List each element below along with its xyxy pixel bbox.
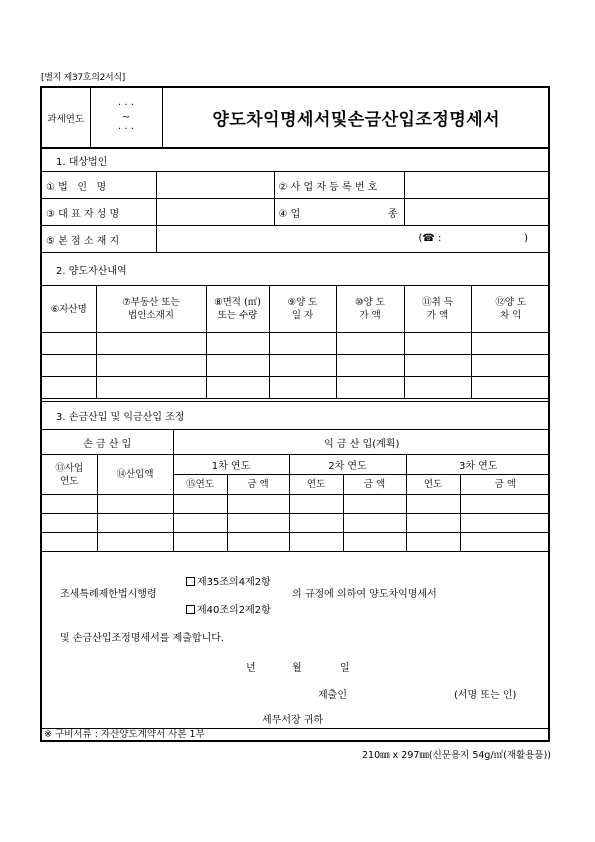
table-row bbox=[42, 377, 550, 399]
tax-year-end: · · · bbox=[118, 123, 134, 135]
law-name: 조세특례제한법시행령 bbox=[60, 589, 157, 600]
section3-table bbox=[42, 401, 550, 552]
cell[interactable] bbox=[269, 355, 336, 377]
col-acquisition-value: ⑪취 득 가 액 bbox=[404, 286, 471, 333]
cell[interactable] bbox=[289, 514, 343, 533]
option-35-4[interactable] bbox=[186, 573, 271, 588]
checkbox-icon[interactable] bbox=[186, 577, 195, 586]
cell[interactable] bbox=[406, 514, 460, 533]
declaration-text1: 의 규정에 의하여 양도차익명세서 bbox=[292, 589, 437, 600]
cell[interactable] bbox=[404, 333, 471, 355]
cell[interactable] bbox=[173, 533, 227, 552]
col-transfer-value: ⑩양 도 가 액 bbox=[336, 286, 404, 333]
date-day: 일 bbox=[340, 663, 350, 674]
signature-label: (서명 또는 인) bbox=[454, 690, 517, 701]
checkbox-icon[interactable] bbox=[186, 605, 195, 614]
addressee: 세무서장 귀하 bbox=[262, 715, 324, 726]
paper-spec-footer: 210㎜ x 297㎜(신문용지 54g/㎡(재활용품)) bbox=[361, 750, 551, 761]
section1-title: 1. 대상법인 bbox=[42, 149, 550, 172]
col-area: ⑧면적 (㎡) 또는 수량 bbox=[206, 286, 269, 333]
col-transfer-gain: ⑫양 도 차 익 bbox=[471, 286, 550, 333]
table-row bbox=[42, 355, 550, 377]
year3-label: 3차 연도 bbox=[406, 455, 550, 475]
cell[interactable] bbox=[227, 533, 289, 552]
business-type-field[interactable] bbox=[404, 199, 550, 226]
submitter-label: 제출인 bbox=[318, 690, 347, 701]
form-frame bbox=[40, 86, 550, 742]
table-row bbox=[42, 495, 550, 514]
section1-table bbox=[42, 148, 550, 253]
table-row bbox=[42, 533, 550, 552]
year-col-3: 연도 bbox=[406, 475, 460, 495]
corp-name-field[interactable] bbox=[156, 172, 274, 199]
cell[interactable] bbox=[460, 533, 550, 552]
cell[interactable] bbox=[471, 355, 550, 377]
cell[interactable] bbox=[289, 495, 343, 514]
cell[interactable] bbox=[97, 514, 173, 533]
tax-year-field[interactable] bbox=[90, 88, 162, 148]
hq-address-field[interactable] bbox=[156, 226, 550, 253]
year1-label: 1차 연도 bbox=[173, 455, 289, 475]
biz-reg-no-label: ② 사 업 자 등 록 번 호 bbox=[274, 172, 404, 199]
section2-header-row bbox=[42, 286, 550, 333]
inclusion-label: 익 금 산 입(계획) bbox=[173, 430, 550, 455]
rep-name-field[interactable] bbox=[156, 199, 274, 226]
cell[interactable] bbox=[96, 377, 206, 399]
cell[interactable] bbox=[471, 333, 550, 355]
date-year: 년 bbox=[246, 663, 256, 674]
option1-label: 제35조의4제2항 bbox=[197, 577, 271, 588]
cell[interactable] bbox=[336, 333, 404, 355]
cell[interactable] bbox=[42, 333, 96, 355]
cell[interactable] bbox=[460, 514, 550, 533]
section2-table bbox=[42, 252, 550, 399]
cell[interactable] bbox=[96, 355, 206, 377]
cell[interactable] bbox=[343, 514, 406, 533]
col-transfer-date: ⑨양 도 일 자 bbox=[269, 286, 336, 333]
cell[interactable] bbox=[206, 333, 269, 355]
cell[interactable] bbox=[471, 377, 550, 399]
cell[interactable] bbox=[404, 377, 471, 399]
biz-reg-no-field[interactable] bbox=[404, 172, 550, 199]
cell[interactable] bbox=[269, 377, 336, 399]
cell[interactable] bbox=[460, 495, 550, 514]
option-40-2[interactable] bbox=[186, 601, 271, 616]
declaration bbox=[42, 551, 548, 726]
deduction-amount-label: ⑭산입액 bbox=[97, 455, 173, 495]
cell[interactable] bbox=[42, 514, 97, 533]
tax-year-label: 과세연도 bbox=[42, 88, 90, 148]
cell[interactable] bbox=[336, 377, 404, 399]
section3-title: 3. 손금산입 및 익금산입 조정 bbox=[42, 402, 550, 430]
table-row bbox=[42, 333, 550, 355]
hq-address-label: ⑤ 본 점 소 재 지 bbox=[42, 226, 156, 253]
cell[interactable] bbox=[406, 533, 460, 552]
year-col-1: ⑮연도 bbox=[173, 475, 227, 495]
amount-col-2: 금 액 bbox=[343, 475, 406, 495]
tax-year-tilde: ~ bbox=[121, 111, 131, 123]
section2-title: 2. 양도자산내역 bbox=[42, 253, 550, 286]
cell[interactable] bbox=[227, 514, 289, 533]
cell[interactable] bbox=[97, 495, 173, 514]
cell[interactable] bbox=[269, 333, 336, 355]
form-title: 양도차익명세서및손금산입조정명세서 bbox=[162, 88, 550, 148]
cell[interactable] bbox=[289, 533, 343, 552]
phone-label: (☎ : bbox=[418, 233, 442, 244]
header-table bbox=[42, 88, 550, 148]
amount-col-3: 금 액 bbox=[460, 475, 550, 495]
cell[interactable] bbox=[404, 355, 471, 377]
cell[interactable] bbox=[206, 377, 269, 399]
phone-close: ) bbox=[524, 233, 528, 244]
cell[interactable] bbox=[406, 495, 460, 514]
col-location: ⑦부동산 또는 법인소재지 bbox=[96, 286, 206, 333]
deduction-label: 손 금 산 입 bbox=[42, 430, 173, 455]
cell[interactable] bbox=[42, 533, 97, 552]
declaration-text2: 및 손금산입조정명세서를 제출합니다. bbox=[60, 633, 225, 644]
cell[interactable] bbox=[42, 495, 97, 514]
option2-label: 제40조의2제2항 bbox=[197, 605, 271, 616]
cell[interactable] bbox=[343, 495, 406, 514]
business-type-label bbox=[274, 199, 404, 226]
business-type-label-b: 종 bbox=[387, 208, 398, 220]
cell[interactable] bbox=[97, 533, 173, 552]
year-col-2: 연도 bbox=[289, 475, 343, 495]
cell[interactable] bbox=[96, 333, 206, 355]
cell[interactable] bbox=[42, 355, 96, 377]
form-tag: [별지 제37호의2서식] bbox=[41, 73, 126, 83]
cell[interactable] bbox=[173, 514, 227, 533]
cell[interactable] bbox=[227, 495, 289, 514]
cell[interactable] bbox=[42, 377, 96, 399]
date-month: 월 bbox=[292, 663, 302, 674]
amount-col-1: 금 액 bbox=[227, 475, 289, 495]
cell[interactable] bbox=[173, 495, 227, 514]
cell[interactable] bbox=[336, 355, 404, 377]
col-asset-name: ⑥자산명 bbox=[42, 286, 96, 333]
business-year-label: ⑬사업 연도 bbox=[42, 455, 97, 495]
business-type-label-a: ④ 업 bbox=[278, 208, 301, 220]
year2-label: 2차 연도 bbox=[289, 455, 406, 475]
required-documents-note: ※ 구비서류 : 자산양도계약서 사본 1부 bbox=[40, 728, 550, 742]
cell[interactable] bbox=[343, 533, 406, 552]
table-row bbox=[42, 514, 550, 533]
rep-name-label: ③ 대 표 자 성 명 bbox=[42, 199, 156, 226]
cell[interactable] bbox=[206, 355, 269, 377]
tax-year-start: · · · bbox=[118, 99, 134, 111]
corp-name-label: ① 법 인 명 bbox=[42, 172, 156, 199]
